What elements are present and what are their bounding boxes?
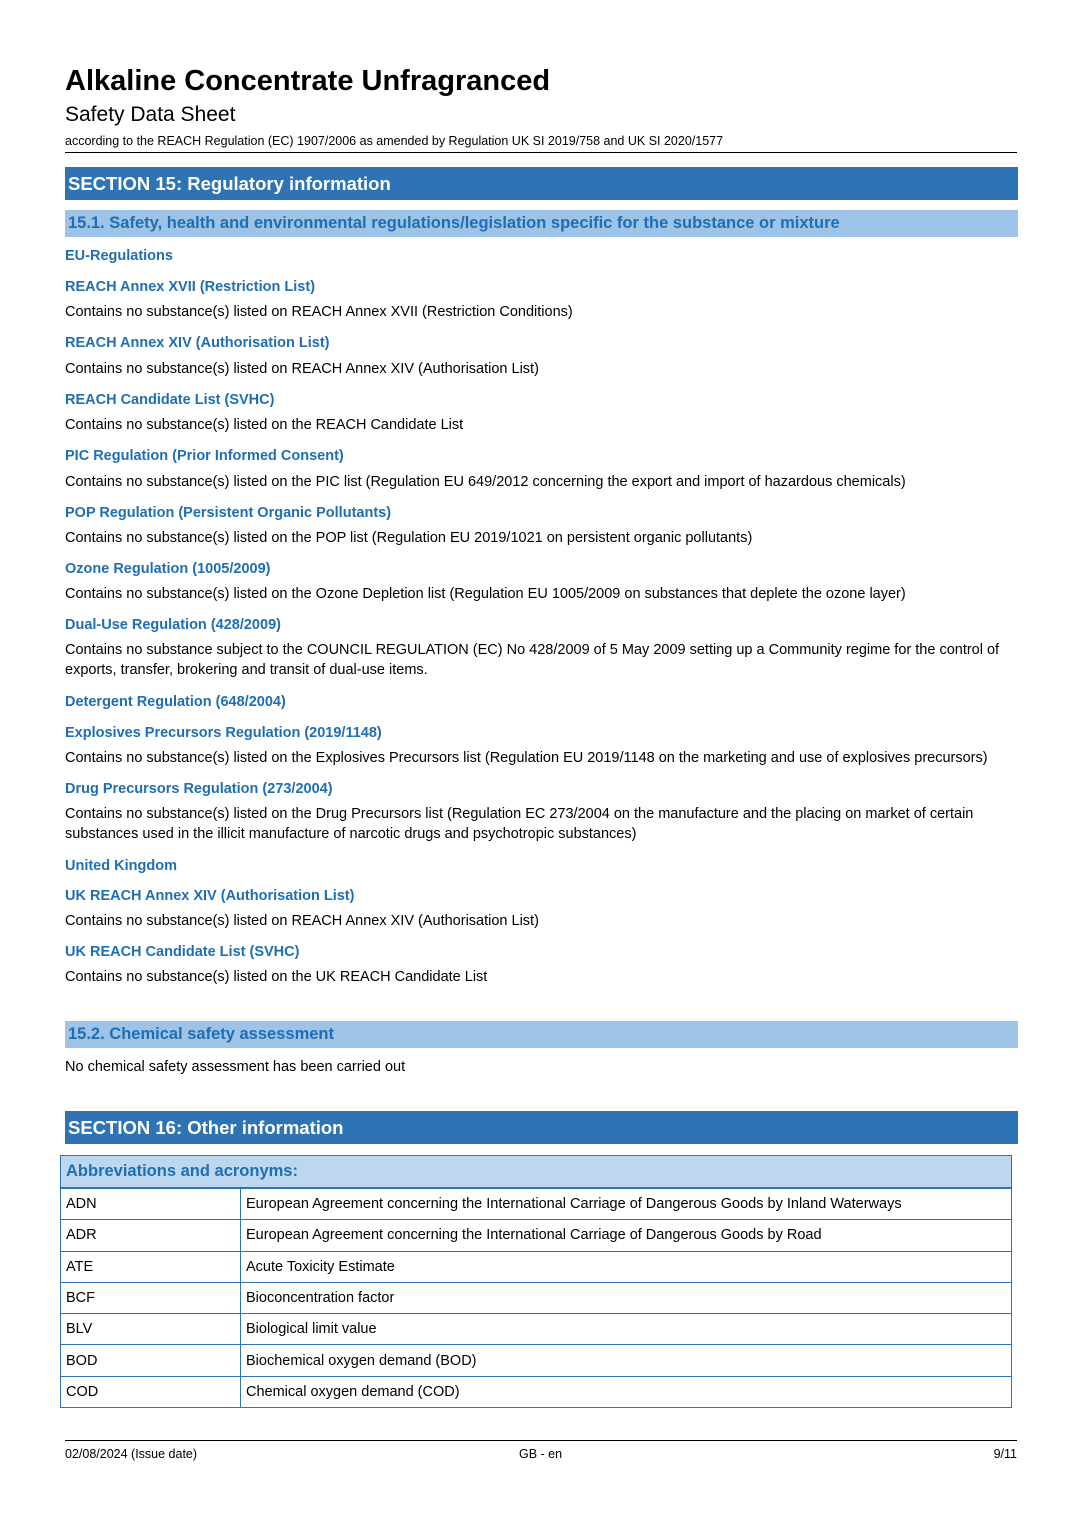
footer-page-number: 9/11 xyxy=(993,1447,1017,1461)
reg-heading: UK REACH Annex XIV (Authorisation List) xyxy=(65,888,355,904)
reg-text: Contains no substance(s) listed on the Explosives Precursors list (Regulation EU 2019/1148 on the marketing and use of explosives precursors) xyxy=(65,750,988,766)
section-15-1-title: 15.1. Safety, health and environmental regulations/legislation specific for the substance or mixture xyxy=(65,210,1018,237)
abbr-meaning: Chemical oxygen demand (COD) xyxy=(241,1376,1012,1407)
abbreviations-heading: Abbreviations and acronyms: xyxy=(60,1155,1012,1188)
reg-text: Contains no substance(s) listed on REACH Annex XVII (Restriction Conditions) xyxy=(65,304,573,320)
abbr-code: ADR xyxy=(61,1220,241,1251)
footer-issue-date: 02/08/2024 (Issue date) xyxy=(65,1447,198,1461)
table-row xyxy=(61,1376,1012,1407)
reg-text: Contains no substance subject to the COUNCIL REGULATION (EC) No 428/2009 of 5 May 2009 setting up a Community regime for the control of exports, transfer, brokering and transit of dual-use items. xyxy=(65,642,1000,678)
reg-heading: REACH Candidate List (SVHC) xyxy=(65,392,275,408)
footer-divider xyxy=(65,1440,1017,1441)
reg-text: Contains no substance(s) listed on the Ozone Depletion list (Regulation EU 1005/2009 on substances that deplete the ozone layer) xyxy=(65,586,906,602)
reg-heading: UK REACH Candidate List (SVHC) xyxy=(65,944,300,960)
reg-text: Contains no substance(s) listed on the Drug Precursors list (Regulation EC 273/2004 on the manufacture and the placing on market of certain substances used in the illicit manufacture of narcotic drugs and psychotropic substances) xyxy=(65,806,974,842)
abbr-meaning: European Agreement concerning the International Carriage of Dangerous Goods by Inland Waterways xyxy=(241,1189,1012,1220)
reg-heading: Ozone Regulation (1005/2009) xyxy=(65,561,271,577)
abbreviations-table xyxy=(60,1155,1012,1408)
chemical-safety-text: No chemical safety assessment has been carried out xyxy=(65,1059,406,1075)
abbr-meaning: Bioconcentration factor xyxy=(241,1282,1012,1313)
reg-heading: Explosives Precursors Regulation (2019/1148) xyxy=(65,725,382,741)
abbr-code: ADN xyxy=(61,1189,241,1220)
regulation-note: according to the REACH Regulation (EC) 1907/2006 as amended by Regulation UK SI 2019/758 and UK SI 2020/1577 xyxy=(65,134,724,148)
reg-text: Contains no substance(s) listed on the REACH Candidate List xyxy=(65,417,464,433)
header-divider xyxy=(65,152,1017,153)
abbr-meaning: European Agreement concerning the International Carriage of Dangerous Goods by Road xyxy=(241,1220,1012,1251)
table-row xyxy=(61,1189,1012,1220)
section-15-2-title: 15.2. Chemical safety assessment xyxy=(65,1021,1018,1048)
reg-text: Contains no substance(s) listed on the UK REACH Candidate List xyxy=(65,969,488,985)
document-title: Alkaline Concentrate Unfragranced xyxy=(65,65,551,97)
abbreviations-grid xyxy=(60,1188,1012,1408)
reg-heading: REACH Annex XIV (Authorisation List) xyxy=(65,335,330,351)
abbr-code: BOD xyxy=(61,1345,241,1376)
document-subtitle: Safety Data Sheet xyxy=(65,103,236,126)
reg-text: Contains no substance(s) listed on the POP list (Regulation EU 2019/1021 on persistent organic pollutants) xyxy=(65,530,753,546)
reg-heading: POP Regulation (Persistent Organic Pollutants) xyxy=(65,505,392,521)
section-15-title: SECTION 15: Regulatory information xyxy=(65,167,1018,200)
section-16-title: SECTION 16: Other information xyxy=(65,1111,1018,1144)
abbr-meaning: Biochemical oxygen demand (BOD) xyxy=(241,1345,1012,1376)
reg-heading: Detergent Regulation (648/2004) xyxy=(65,694,286,710)
reg-heading: REACH Annex XVII (Restriction List) xyxy=(65,279,316,295)
abbr-code: ATE xyxy=(61,1251,241,1282)
abbr-code: BLV xyxy=(61,1314,241,1345)
eu-regulations-heading: EU-Regulations xyxy=(65,248,173,264)
reg-heading: Drug Precursors Regulation (273/2004) xyxy=(65,781,333,797)
table-row xyxy=(61,1220,1012,1251)
table-row xyxy=(61,1251,1012,1282)
abbr-code: BCF xyxy=(61,1282,241,1313)
abbr-meaning: Acute Toxicity Estimate xyxy=(241,1251,1012,1282)
uk-heading: United Kingdom xyxy=(65,858,177,874)
abbr-code: COD xyxy=(61,1376,241,1407)
reg-text: Contains no substance(s) listed on REACH Annex XIV (Authorisation List) xyxy=(65,361,539,377)
reg-text: Contains no substance(s) listed on the PIC list (Regulation EU 649/2012 concerning the export and import of hazardous chemicals) xyxy=(65,474,906,490)
table-row xyxy=(61,1314,1012,1345)
abbr-meaning: Biological limit value xyxy=(241,1314,1012,1345)
reg-heading: PIC Regulation (Prior Informed Consent) xyxy=(65,448,344,464)
reg-heading: Dual-Use Regulation (428/2009) xyxy=(65,617,281,633)
footer-locale: GB - en xyxy=(519,1447,563,1461)
table-row xyxy=(61,1345,1012,1376)
table-row xyxy=(61,1282,1012,1313)
reg-text: Contains no substance(s) listed on REACH Annex XIV (Authorisation List) xyxy=(65,913,539,929)
